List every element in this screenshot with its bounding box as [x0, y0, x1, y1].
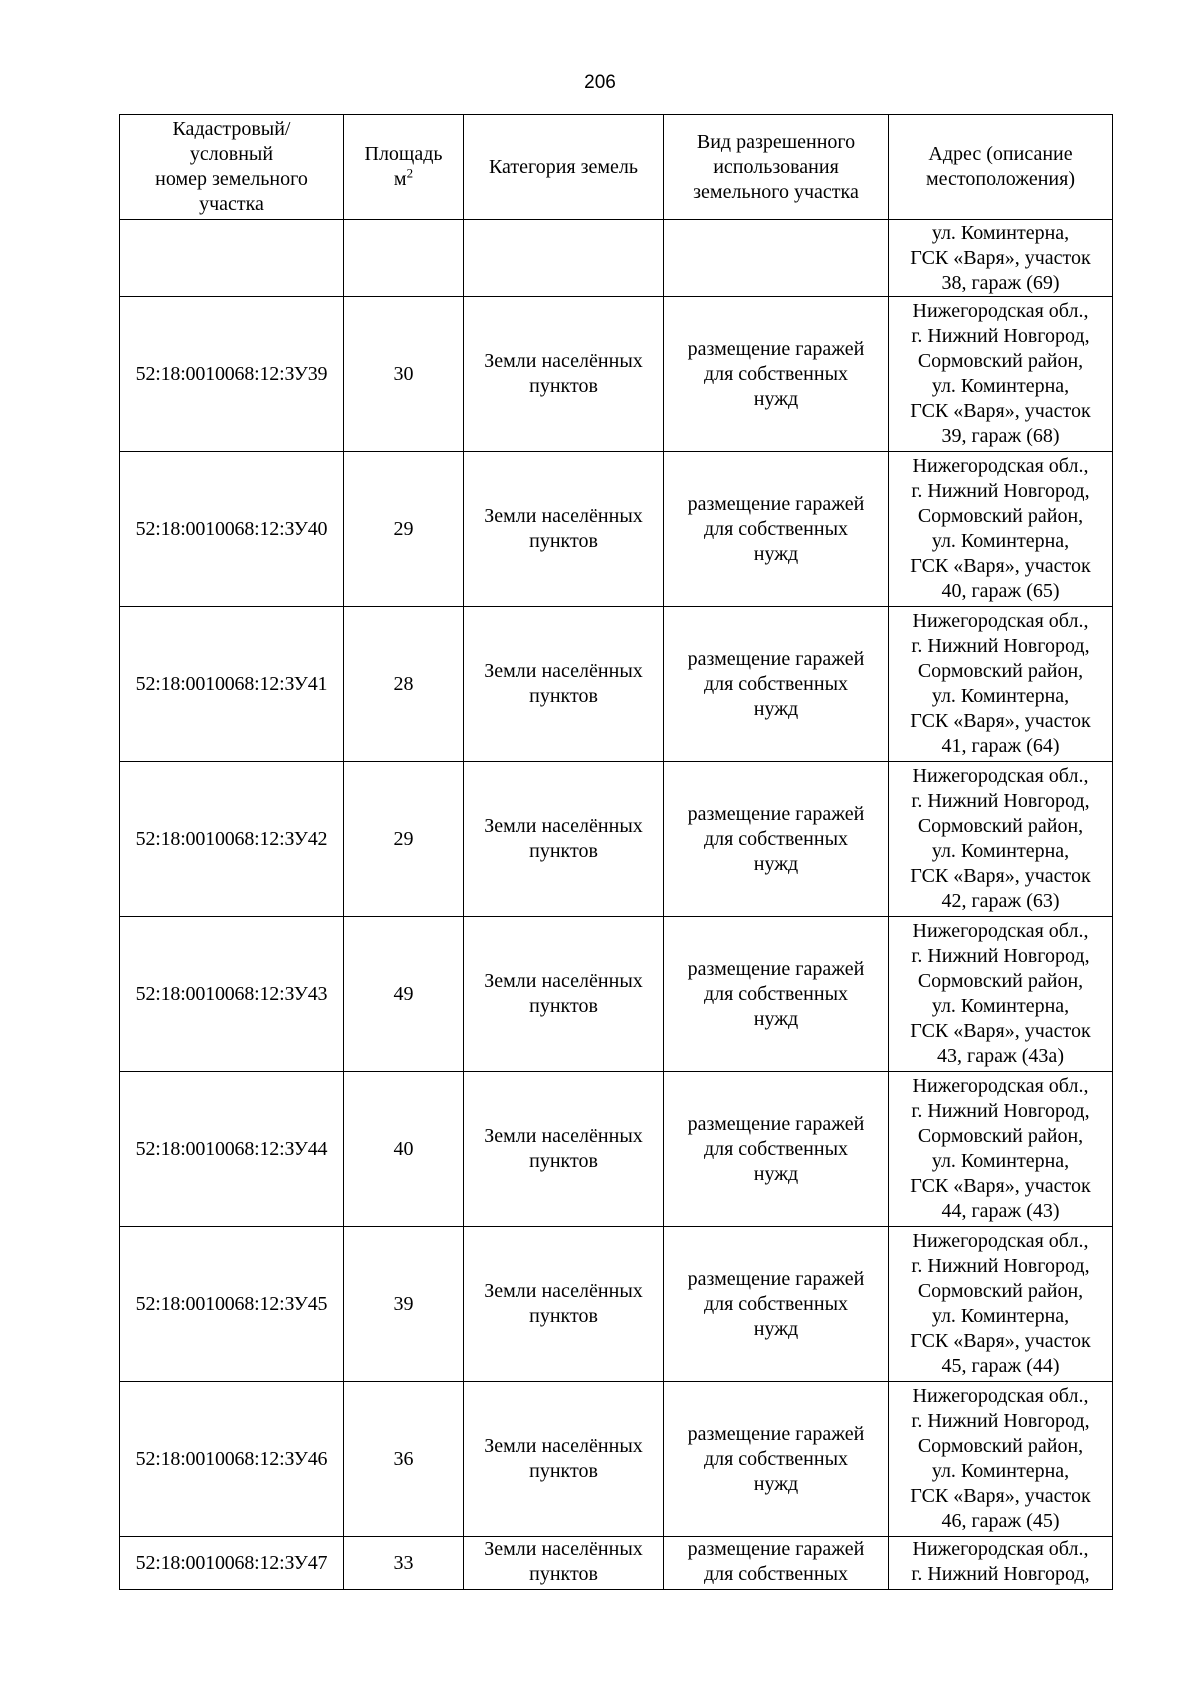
- header-cadastral-number: Кадастровый/ условный номер земельного участка: [120, 115, 344, 220]
- cell-area: 29: [344, 762, 464, 917]
- cell-address: Нижегородская обл., г. Нижний Новгород, Сормовский район, ул. Коминтерна, ГСК «Варя», участок 42, гараж (63): [889, 762, 1113, 917]
- cell-number: 52:18:0010068:12:ЗУ44: [120, 1072, 344, 1227]
- table-row: [120, 1072, 1113, 1227]
- cell-area: 28: [344, 607, 464, 762]
- cell-use: размещение гаражей для собственных: [664, 1537, 889, 1590]
- table-row: [120, 762, 1113, 917]
- cell-category: Земли населённых пунктов: [464, 762, 664, 917]
- table-row: [120, 297, 1113, 452]
- header-area: Площадь $м^2$: [344, 115, 464, 220]
- cell-category: Земли населённых пунктов: [464, 1537, 664, 1590]
- table-row: [120, 1227, 1113, 1382]
- table-row: [120, 917, 1113, 1072]
- cell-category: Земли населённых пунктов: [464, 452, 664, 607]
- cell-use: размещение гаражей для собственных нужд: [664, 607, 889, 762]
- cell-address: Нижегородская обл., г. Нижний Новгород, Сормовский район, ул. Коминтерна, ГСК «Варя», участок 43, гараж (43а): [889, 917, 1113, 1072]
- cell-area: 49: [344, 917, 464, 1072]
- cell-use: размещение гаражей для собственных нужд: [664, 1072, 889, 1227]
- table-row: [120, 1537, 1113, 1590]
- cell-number: 52:18:0010068:12:ЗУ46: [120, 1382, 344, 1537]
- header-land-category: Категория земель: [464, 115, 664, 220]
- cell-use: размещение гаражей для собственных нужд: [664, 762, 889, 917]
- cell-number: [120, 220, 344, 297]
- cell-category: Земли населённых пунктов: [464, 1227, 664, 1382]
- cell-address: Нижегородская обл., г. Нижний Новгород, Сормовский район, ул. Коминтерна, ГСК «Варя», участок 40, гараж (65): [889, 452, 1113, 607]
- cell-use: размещение гаражей для собственных нужд: [664, 1382, 889, 1537]
- cell-use: размещение гаражей для собственных нужд: [664, 917, 889, 1072]
- page-number: 206: [584, 72, 616, 93]
- cell-category: Земли населённых пунктов: [464, 607, 664, 762]
- cell-area: 33: [344, 1537, 464, 1590]
- header-permitted-use: Вид разрешенного использования земельного участка: [664, 115, 889, 220]
- cell-area: 40: [344, 1072, 464, 1227]
- cell-address: ул. Коминтерна, ГСК «Варя», участок 38, гараж (69): [889, 220, 1113, 297]
- cell-category: Земли населённых пунктов: [464, 297, 664, 452]
- cell-number: 52:18:0010068:12:ЗУ45: [120, 1227, 344, 1382]
- cell-area: 30: [344, 297, 464, 452]
- cell-number: 52:18:0010068:12:ЗУ42: [120, 762, 344, 917]
- cell-category: Земли населённых пунктов: [464, 1382, 664, 1537]
- cell-area: 39: [344, 1227, 464, 1382]
- cell-category: Земли населённых пунктов: [464, 917, 664, 1072]
- cell-category: Земли населённых пунктов: [464, 1072, 664, 1227]
- cell-address: Нижегородская обл., г. Нижний Новгород, Сормовский район, ул. Коминтерна, ГСК «Варя», участок 45, гараж (44): [889, 1227, 1113, 1382]
- cell-address: Нижегородская обл., г. Нижний Новгород,: [889, 1537, 1113, 1590]
- land-plots-table: [119, 114, 1113, 1590]
- table-header-row: [120, 115, 1113, 220]
- cell-use: [664, 220, 889, 297]
- cell-number: 52:18:0010068:12:ЗУ39: [120, 297, 344, 452]
- table-row: [120, 607, 1113, 762]
- cell-use: размещение гаражей для собственных нужд: [664, 452, 889, 607]
- table-row: [120, 1382, 1113, 1537]
- header-address: Адрес (описание местоположения): [889, 115, 1113, 220]
- table-row: [120, 452, 1113, 607]
- cell-use: размещение гаражей для собственных нужд: [664, 1227, 889, 1382]
- cell-address: Нижегородская обл., г. Нижний Новгород, Сормовский район, ул. Коминтерна, ГСК «Варя», участок 39, гараж (68): [889, 297, 1113, 452]
- cell-number: 52:18:0010068:12:ЗУ47: [120, 1537, 344, 1590]
- table-row-continuation: [120, 220, 1113, 297]
- cell-address: Нижегородская обл., г. Нижний Новгород, Сормовский район, ул. Коминтерна, ГСК «Варя», участок 46, гараж (45): [889, 1382, 1113, 1537]
- cell-area: 29: [344, 452, 464, 607]
- cell-area: 36: [344, 1382, 464, 1537]
- cell-category: [464, 220, 664, 297]
- cell-address: Нижегородская обл., г. Нижний Новгород, Сормовский район, ул. Коминтерна, ГСК «Варя», участок 44, гараж (43): [889, 1072, 1113, 1227]
- cell-use: размещение гаражей для собственных нужд: [664, 297, 889, 452]
- cell-number: 52:18:0010068:12:ЗУ41: [120, 607, 344, 762]
- cell-number: 52:18:0010068:12:ЗУ43: [120, 917, 344, 1072]
- cell-number: 52:18:0010068:12:ЗУ40: [120, 452, 344, 607]
- cell-area: [344, 220, 464, 297]
- cell-address: Нижегородская обл., г. Нижний Новгород, Сормовский район, ул. Коминтерна, ГСК «Варя», участок 41, гараж (64): [889, 607, 1113, 762]
